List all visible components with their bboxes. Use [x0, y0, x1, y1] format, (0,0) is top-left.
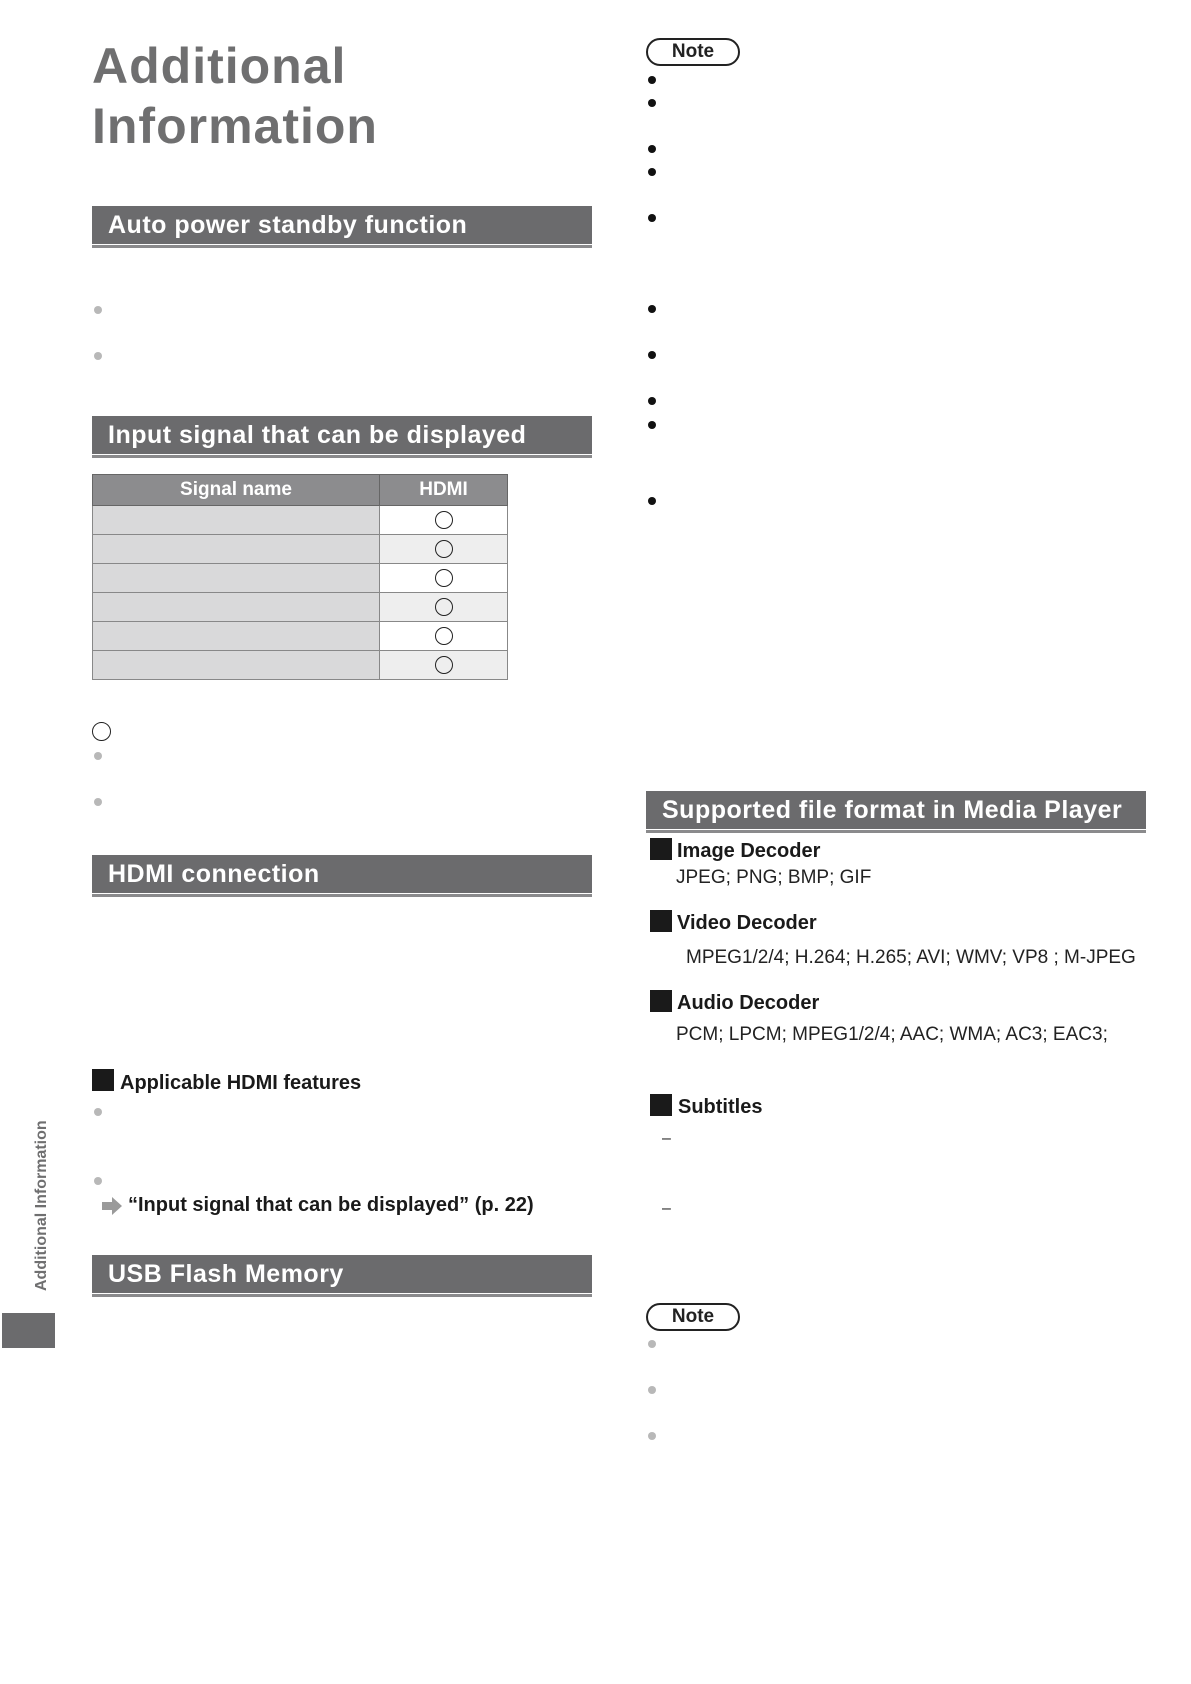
- table-header-row: [93, 475, 508, 506]
- bullet: [648, 305, 656, 313]
- page-title-line1: Additional: [92, 38, 347, 94]
- section-rule: [92, 455, 592, 458]
- hdmi-cell: [380, 535, 508, 564]
- section-header-media-player: Supported file format in Media Player: [646, 791, 1146, 829]
- table-row: [93, 506, 508, 535]
- bullet: [648, 1340, 656, 1348]
- subtitles-title: Subtitles: [678, 1096, 763, 1118]
- bullet: [94, 1177, 102, 1185]
- supported-circle-icon: [435, 598, 453, 616]
- square-bullet-icon: [650, 1094, 672, 1116]
- signal-name-cell: [93, 535, 380, 564]
- bullet: [94, 306, 102, 314]
- bullet: [648, 168, 656, 176]
- supported-circle-icon: [435, 511, 453, 529]
- note-label-top: Note: [646, 38, 740, 66]
- section-rule: [92, 1294, 592, 1297]
- supported-circle-icon: [435, 569, 453, 587]
- bullet: [648, 421, 656, 429]
- hdmi-cell: [380, 564, 508, 593]
- section-header-usb: USB Flash Memory: [92, 1255, 592, 1293]
- signal-name-cell: [93, 564, 380, 593]
- supported-circle-icon: [435, 540, 453, 558]
- bullet: [648, 351, 656, 359]
- arrow-right-icon: [102, 1197, 122, 1215]
- bullet: [648, 397, 656, 405]
- bullet: [648, 497, 656, 505]
- side-label: Additional Information: [33, 1120, 50, 1291]
- table-row: [93, 564, 508, 593]
- header-signal-name: Signal name: [93, 475, 380, 506]
- supported-circle-icon: [435, 627, 453, 645]
- page-title: [92, 36, 378, 156]
- square-bullet-icon: [650, 990, 672, 1012]
- section-rule: [92, 245, 592, 248]
- bullet: [94, 352, 102, 360]
- square-bullet-icon: [650, 838, 672, 860]
- dash-marker: –: [662, 1200, 671, 1217]
- hdmi-cell: [380, 622, 508, 651]
- bullet: [648, 145, 656, 153]
- dash-marker: –: [662, 1130, 671, 1147]
- section-rule: [646, 830, 1146, 833]
- header-hdmi: HDMI: [380, 475, 508, 506]
- signal-name-cell: [93, 506, 380, 535]
- audio-decoder-formats: PCM; LPCM; MPEG1/2/4; AAC; WMA; AC3; EAC3;: [676, 1024, 1108, 1045]
- signal-name-cell: [93, 651, 380, 680]
- supported-circle-icon: [435, 656, 453, 674]
- bullet: [94, 752, 102, 760]
- table-row: [93, 593, 508, 622]
- bullet: [648, 214, 656, 222]
- bullet: [94, 1108, 102, 1116]
- bullet: [648, 1432, 656, 1440]
- bullet: [648, 99, 656, 107]
- bullet: [648, 1386, 656, 1394]
- side-tab-marker: [2, 1313, 55, 1348]
- section-header-hdmi-connection: HDMI connection: [92, 855, 592, 893]
- section-header-auto-power: Auto power standby function: [92, 206, 592, 244]
- table-row: [93, 651, 508, 680]
- image-decoder-title: Image Decoder: [677, 840, 821, 862]
- hdmi-cell: [380, 506, 508, 535]
- bullet: [648, 76, 656, 84]
- table-row: [93, 622, 508, 651]
- signal-table: [92, 474, 508, 680]
- audio-decoder-title: Audio Decoder: [677, 992, 820, 1014]
- video-decoder-formats: MPEG1/2/4; H.264; H.265; AVI; WMV; VP8 ; M-JPEG: [686, 947, 1136, 968]
- note-label-bottom: Note: [646, 1303, 740, 1331]
- image-decoder-formats: JPEG; PNG; BMP; GIF: [676, 867, 872, 888]
- legend-circle-icon: [92, 722, 111, 741]
- signal-name-cell: [93, 622, 380, 651]
- page-title-line2: Information: [92, 98, 378, 154]
- section-header-input-signal: Input signal that can be displayed: [92, 416, 592, 454]
- hdmi-cell: [380, 651, 508, 680]
- bullet: [94, 798, 102, 806]
- hdmi-cell: [380, 593, 508, 622]
- input-signal-page-link[interactable]: “Input signal that can be displayed” (p. 22): [128, 1194, 534, 1216]
- signal-name-cell: [93, 593, 380, 622]
- section-rule: [92, 894, 592, 897]
- video-decoder-title: Video Decoder: [677, 912, 817, 934]
- square-bullet-icon: [650, 910, 672, 932]
- square-bullet-icon: [92, 1069, 114, 1091]
- applicable-hdmi-features-title: Applicable HDMI features: [120, 1072, 362, 1094]
- table-row: [93, 535, 508, 564]
